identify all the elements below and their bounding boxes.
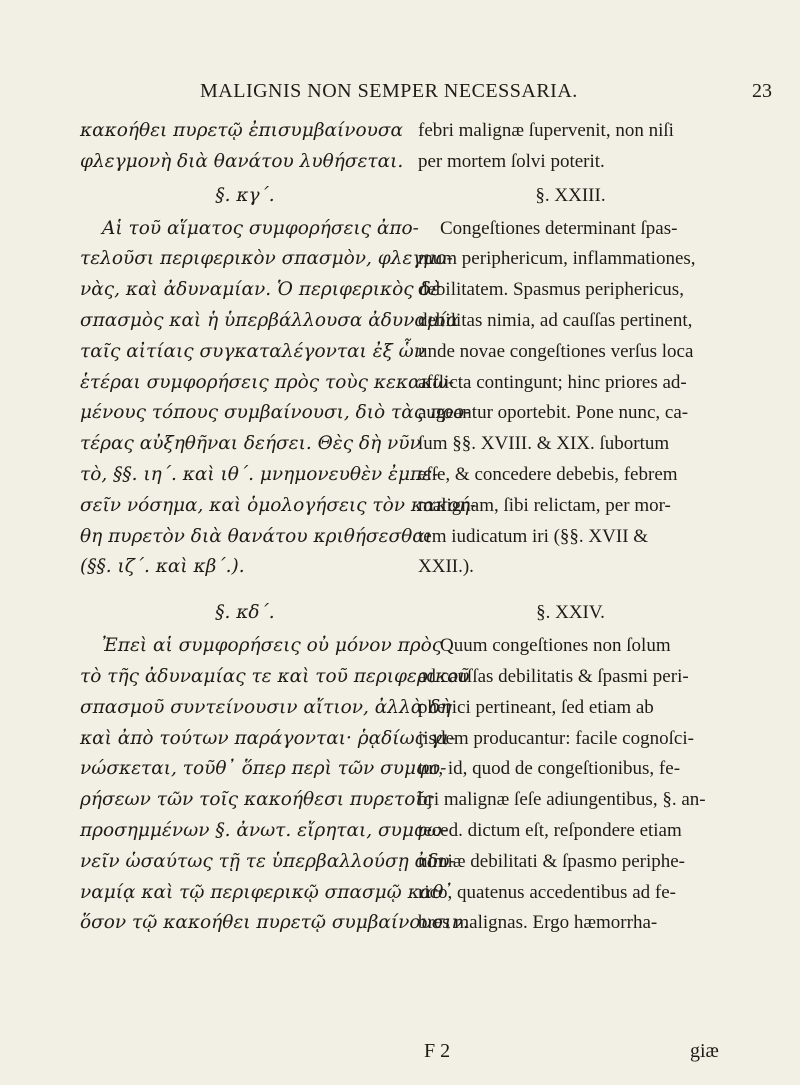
- latin-line: tem iudicatum iri (§§. XVII &: [418, 525, 649, 547]
- greek-line: σπασμοῦ συντείνουσιν αἴτιον, ἀλλὰ δὴ: [80, 696, 452, 718]
- latin-line: ad cauſſas debilitatis & ſpasmi peri-: [418, 665, 689, 687]
- latin-section-23-heading: §. XXIII.: [535, 184, 606, 206]
- signature-mark: F 2: [424, 1040, 451, 1062]
- greek-line: ὅσον τῷ κακοήθει πυρετῷ συμβαίνουσιν.: [80, 912, 469, 934]
- greek-line: (§§. ιζ΄. καὶ κβ΄.).: [80, 556, 245, 578]
- latin-line: pherici pertineant, ſed etiam ab: [418, 696, 654, 718]
- greek-line: Αἱ τοῦ αἵματος συμφορήσεις ἀπο-: [102, 217, 419, 239]
- greek-section-24-heading: §. κδ΄.: [215, 602, 275, 624]
- latin-column: [418, 116, 723, 939]
- greek-line: τελοῦσι περιφερικὸν σπασμὸν, φλεγμο-: [80, 248, 453, 270]
- latin-line: Congeſtiones determinant ſpas-: [440, 217, 678, 239]
- latin-line: teced. dictum eſt, reſpondere etiam: [418, 819, 682, 841]
- greek-line: μένους τόπους συμβαίνουσι, διὸ τὰς προ-: [80, 402, 471, 424]
- running-head: MALIGNIS NON SEMPER NECESSARIA.: [200, 80, 578, 102]
- latin-line: bri malignæ ſeſe adiungentibus, §. an-: [418, 789, 706, 811]
- greek-line: καὶ ἀπὸ τούτων παράγονται· ῥᾳδίως γι-: [80, 727, 456, 749]
- greek-line: τὸ τῆς ἀδυναμίας τε καὶ τοῦ περιφερικοῦ: [80, 665, 470, 687]
- latin-line: nimiæ debilitati & ſpasmo periphe-: [418, 850, 686, 872]
- catchword: giæ: [690, 1040, 719, 1062]
- greek-line: προσημμένων §. ἀνωτ. εἴρηται, συμφω-: [80, 819, 449, 841]
- greek-line: νώσκεται, τοῦθ᾽ ὅπερ περὶ τῶν συμφο-: [80, 758, 447, 780]
- section-gap: [80, 583, 410, 595]
- latin-line: mum periphericum, inflammationes,: [418, 248, 696, 270]
- greek-line: νεῖν ὡσαύτως τῇ τε ὑπερβαλλούσῃ ἀδυ-: [80, 850, 456, 872]
- latin-line: per mortem ſolvi poterit.: [418, 150, 605, 172]
- page-header: [0, 78, 800, 108]
- greek-section-23-heading: §. κγ΄.: [215, 184, 275, 206]
- latin-line: febri malignæ ſupervenit, non niſi: [418, 120, 674, 141]
- greek-line: τὸ, §§. ιη΄. καὶ ιθ΄. μνημονευθὲν ἐμπε-: [80, 463, 439, 485]
- greek-line: νὰς, καὶ ἀδυναμίαν. Ὁ περιφερικὸς δὲ: [80, 279, 441, 301]
- latin-line: iisdem producantur: facile cognoſci-: [418, 727, 694, 749]
- section-gap: [418, 583, 723, 595]
- greek-line: τέρας αὐξηθῆναι δεήσει. Θὲς δὴ νῦν: [80, 433, 421, 455]
- greek-line: σεῖν νόσημα, καὶ ὁμολογήσεις τὸν κακοή-: [80, 494, 477, 516]
- latin-line: rico, quatenus accedentibus ad fe-: [418, 881, 676, 903]
- latin-section-24-heading: §. XXIV.: [536, 602, 605, 624]
- latin-line: unde novae congeſtiones verſus loca: [418, 340, 694, 362]
- greek-line: ταῖς αἰτίαις συγκαταλέγονται ἐξ ὧν: [80, 340, 426, 362]
- greek-line: ρήσεων τῶν τοῖς κακοήθεσι πυρετοῖς: [80, 789, 434, 811]
- greek-line: ἑτέραι συμφορήσεις πρὸς τοὺς κεκακω-: [80, 371, 455, 393]
- latin-line: bres malignas. Ergo hæmorrha-: [418, 912, 658, 934]
- greek-line: θη πυρετὸν διὰ θανάτου κριθήσεσθαι: [80, 525, 432, 547]
- latin-line: debilitas nimia, ad cauſſas pertinent,: [418, 309, 693, 331]
- greek-line: κακοήθει πυρετῷ ἐπισυμβαίνουσα: [80, 120, 404, 141]
- latin-line: Quum congeſtiones non ſolum: [440, 635, 671, 657]
- latin-line: malignam, ſibi relictam, per mor-: [418, 494, 671, 516]
- latin-line: tur, id, quod de congeſtionibus, fe-: [418, 758, 681, 780]
- latin-line: afflicta contingunt; hinc priores ad-: [418, 371, 687, 393]
- latin-line: ſum §§. XVIII. & XIX. ſubortum: [418, 433, 670, 455]
- latin-line: augeantur oportebit. Pone nunc, ca-: [418, 402, 689, 424]
- greek-line: φλεγμονὴ διὰ θανάτου λυθήσεται.: [80, 150, 404, 172]
- page-footer: [0, 1040, 800, 1070]
- page-number: 23: [752, 80, 772, 102]
- greek-line: σπασμὸς καὶ ἡ ὑπερβάλλουσα ἀδυναμία: [80, 309, 459, 331]
- greek-line: ναμίᾳ καὶ τῷ περιφερικῷ σπασμῷ καθ᾽: [80, 881, 453, 903]
- latin-line: debilitatem. Spasmus periphericus,: [418, 279, 684, 301]
- greek-line: Ἐπεὶ αἱ συμφορήσεις οὐ μόνον πρὸς: [102, 635, 443, 657]
- latin-line: eſſe, & concedere debebis, febrem: [418, 463, 678, 485]
- latin-line: XXII.).: [418, 556, 474, 578]
